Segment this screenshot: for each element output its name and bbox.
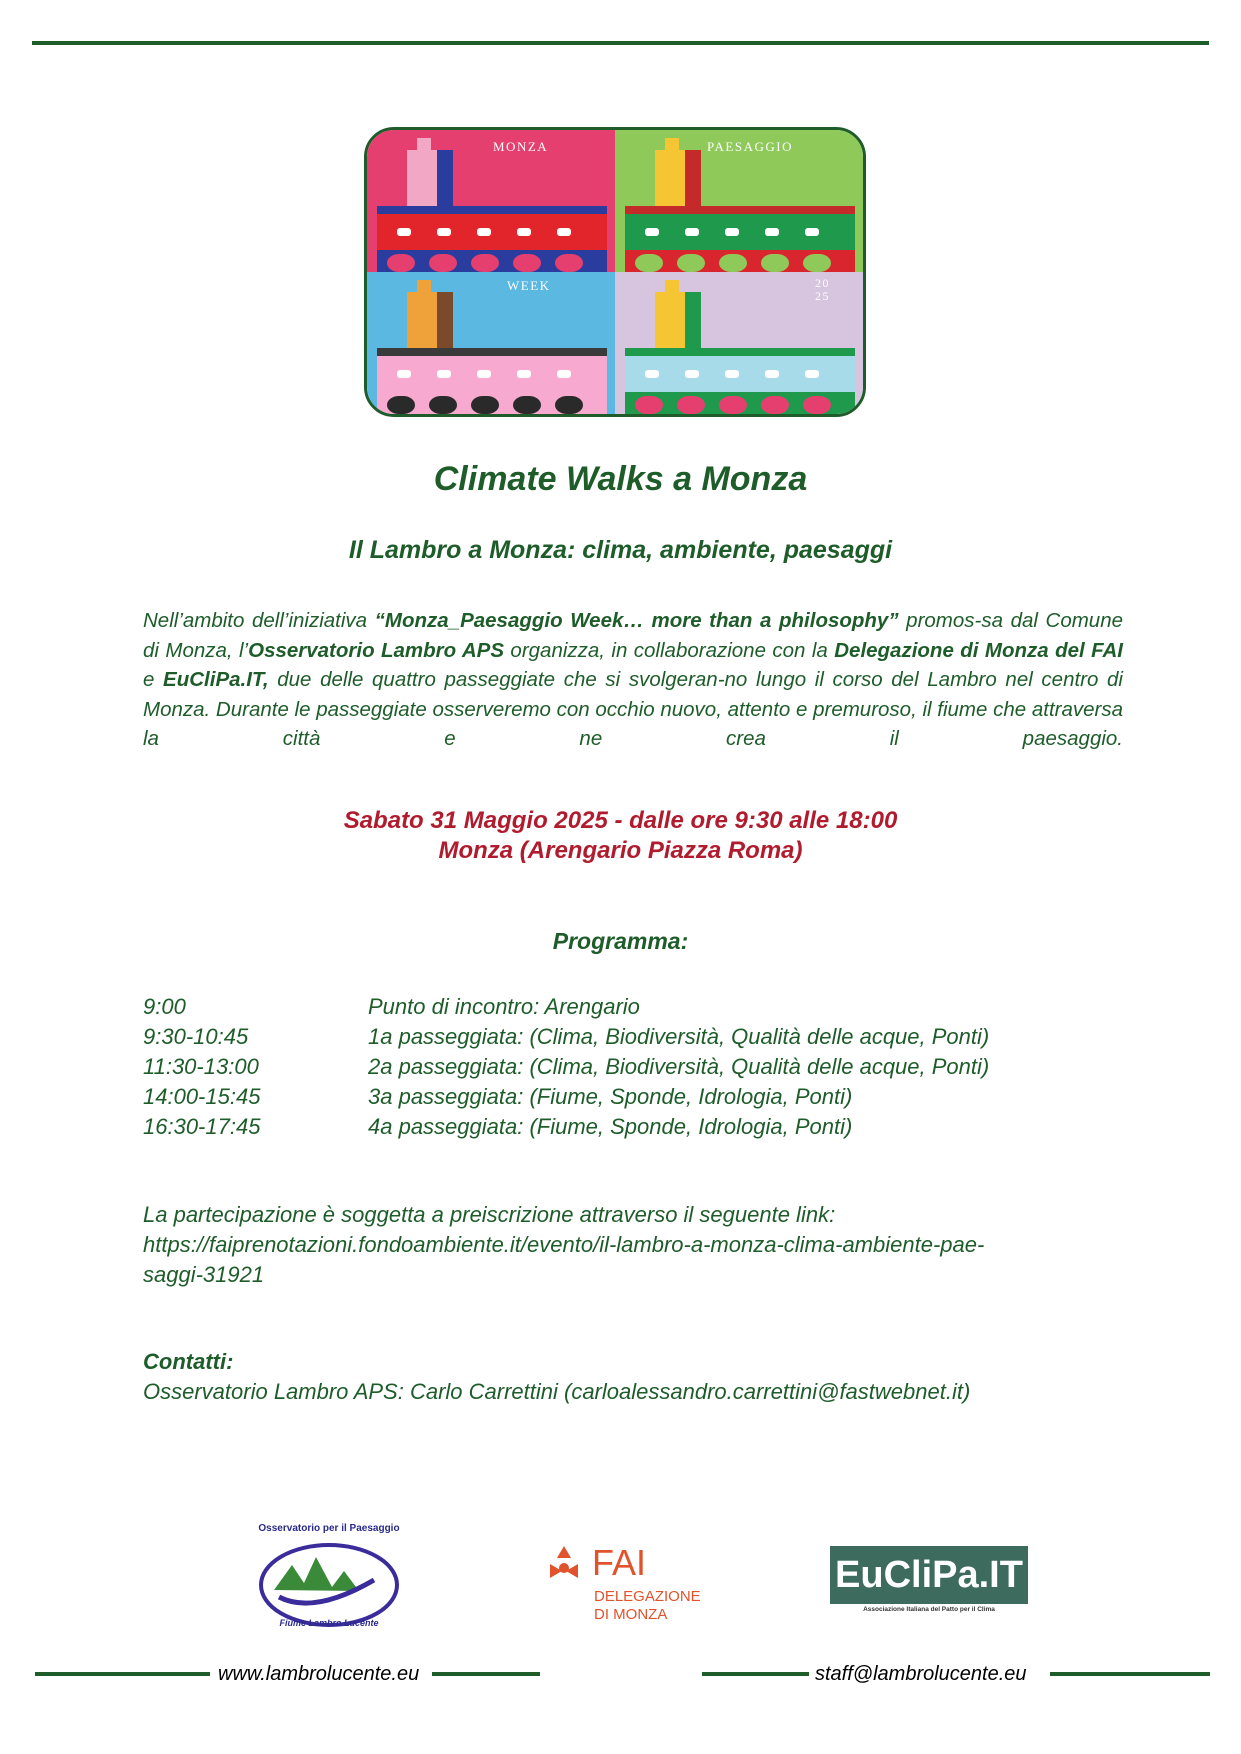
event-date: Sabato 31 Maggio 2025 - dalle ore 9:30 alle 18:00 [343,807,898,834]
euclipa-subtitle: Associazione Italiana del Patto per il Clima [863,1606,995,1613]
program-schedule [143,992,989,1142]
osservatorio-logo-bottom-text: Fiume Lambro Lucente [279,1618,379,1628]
intro-text: promos-sa dal Comune di Monza, l’ [143,609,1124,662]
arengario-building-icon [367,130,615,272]
registration-block [143,1200,984,1290]
intro-text: organizza, in collaborazione con la [504,638,835,662]
registration-link[interactable]: https://faiprenotazioni.fondoambiente.it/evento/il-lambro-a-monza-clima-ambiente-pae- [143,1232,985,1257]
poster-label-year-bottom: 25 [815,289,830,303]
schedule-desc: 3a passeggiata: (Fiume, Sponde, Idrologia, Ponti) [368,1084,853,1109]
event-place: Monza (Arengario Piazza Roma) [438,837,803,864]
osservatorio-logo-top-text: Osservatorio per il Paesaggio [258,1523,400,1534]
river-landscape-icon [254,1535,404,1645]
top-rule [32,41,1209,45]
schedule-time: 16:30-17:45 [143,1114,261,1139]
footer-website[interactable]: www.lambrolucente.eu [218,1663,420,1685]
poster-quadrant-pink [367,130,615,272]
footer-rule-right-2 [1050,1672,1210,1676]
fai-emblem-icon [544,1544,584,1584]
intro-paragraph [143,606,1123,754]
footer-rule-right-1 [702,1672,809,1676]
intro-fai: Delegazione di Monza del FAI [834,638,1124,662]
schedule-time: 14:00-15:45 [143,1084,261,1109]
schedule-desc: Punto di incontro: Arengario [368,994,640,1019]
intro-text: Nell’ambito dell’iniziativa [143,609,375,632]
arengario-building-icon [367,272,615,414]
intro-text: e [143,668,164,691]
poster-label-paesaggio: PAESAGGIO [707,139,793,154]
intro-initiative: “Monza_Paesaggio Week… more than a philosophy” [374,609,899,632]
contacts-line: Osservatorio Lambro APS: Carlo Carrettini (carloalessandro.carrettini@fastwebnet.it) [143,1379,971,1404]
footer-rule-left-2 [432,1672,540,1676]
osservatorio-logo [254,1523,404,1643]
poster-quadrant-blue [367,272,615,414]
intro-euclipa: EuCliPa.IT, [163,668,269,691]
schedule-row [143,1052,989,1082]
intro-organizer: Osservatorio Lambro APS [248,638,504,662]
poster-label-week: WEEK [507,278,551,293]
poster-label-monza: MONZA [493,139,549,154]
page-title: Climate Walks a Monza [433,460,808,498]
schedule-time: 11:30-13:00 [143,1054,259,1079]
schedule-row [143,992,989,1022]
page-subtitle: Il Lambro a Monza: clima, ambiente, paesaggi [348,536,893,564]
poster-quadrant-lilac [615,272,863,414]
footer-email[interactable]: staff@lambrolucente.eu [815,1663,1027,1685]
fai-delegation-line2: DI MONZA [594,1606,668,1623]
registration-link-continued[interactable]: saggi-31921 [143,1262,265,1287]
schedule-row [143,1082,989,1112]
footer-rule-left-1 [35,1672,210,1676]
euclipa-name: EuCliPa.IT [830,1546,1028,1604]
fai-logo [540,1540,720,1630]
contacts-block [143,1347,970,1407]
fai-name: FAI [592,1542,647,1583]
schedule-row [143,1022,989,1052]
monza-paesaggio-week-poster [364,127,866,417]
registration-text: La partecipazione è soggetta a preiscrizione attraverso il seguente link: [143,1202,836,1227]
intro-text: due delle quattro passeggiate che si svolgeran-no lungo il corso del Lambro nel centro di Monza. Durante le passeggiate osserveremo con occhio nuovo, attento e premuroso, il fiume che attraversa la città e ne crea il paesaggio. [143,668,1123,750]
euclipa-logo [830,1546,1028,1616]
schedule-time: 9:00 [143,994,186,1019]
schedule-desc: 2a passeggiata: (Clima, Biodiversità, Qualità delle acque, Ponti) [368,1054,990,1079]
contacts-heading: Contatti: [143,1349,234,1374]
program-heading: Programma: [552,928,689,954]
schedule-desc: 4a passeggiata: (Fiume, Sponde, Idrologia, Ponti) [368,1114,853,1139]
poster-label-year-top: 20 [815,276,830,290]
schedule-row [143,1112,989,1142]
fai-delegation-line1: DELEGAZIONE [594,1588,701,1605]
poster-quadrant-green [615,130,863,272]
schedule-time: 9:30-10:45 [143,1024,249,1049]
schedule-desc: 1a passeggiata: (Clima, Biodiversità, Qualità delle acque, Ponti) [368,1024,990,1049]
